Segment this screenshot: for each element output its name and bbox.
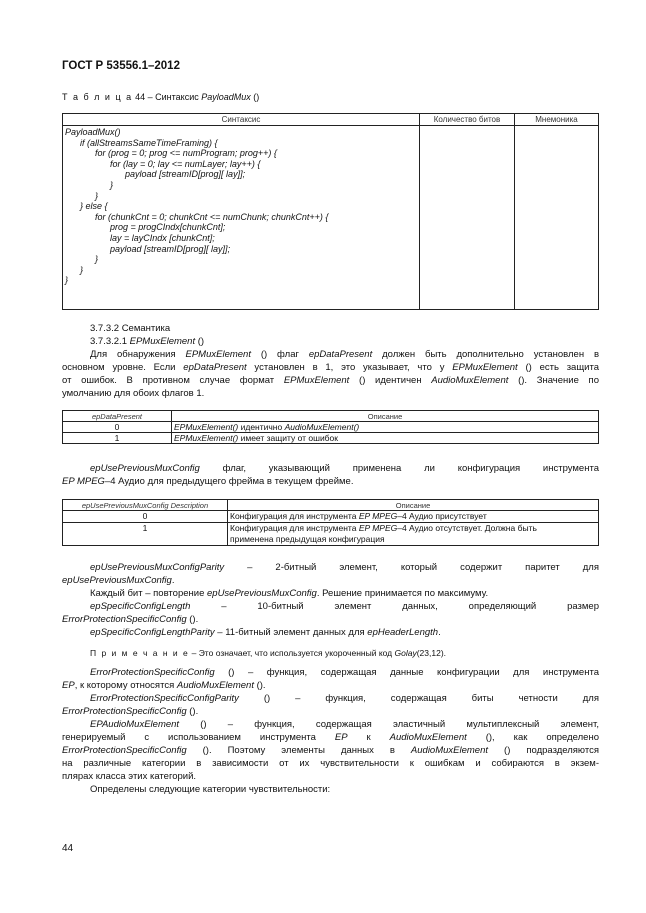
table-row: 0 Конфигурация для инструмента EP MPEG–4 Аудио присутствует xyxy=(63,511,599,523)
bits-cell xyxy=(420,126,515,310)
para1-line3: от ошибок. В противном случае формат EPMuxElement () идентичен AudioMuxElement (). Значение по xyxy=(62,375,599,386)
code-line: for (prog = 0; prog <= numProgram; prog++) { xyxy=(65,148,277,159)
para3-line5: ErrorProtectionSpecificConfig (). xyxy=(62,614,199,625)
para4-line9: плярах класса этих категорий. xyxy=(62,771,197,782)
code-line: } xyxy=(65,254,99,265)
col-ep-data-present: epDataPresent xyxy=(63,411,172,422)
table-ep-data-present xyxy=(62,410,599,444)
table44-syntax xyxy=(62,113,599,310)
code-line: } xyxy=(65,190,99,201)
col-bits: Количество битов xyxy=(420,114,515,126)
code-line: for (chunkCnt = 0; chunkCnt <= numChunk; chunkCnt++) { xyxy=(65,211,329,222)
para3-line1: epUsePreviousMuxConfigParity – 2-битный элемент, который содержит паритет для xyxy=(90,562,599,573)
code-line: PayloadMux() xyxy=(65,127,121,137)
document-header: ГОСТ Р 53556.1–2012 xyxy=(62,60,180,72)
para4-line8: на различные категории в зависимости от их чувствительности к ошибкам и собираются в экзем- xyxy=(62,758,599,769)
para4-line6: генерируемый с использованием инструмента EP к AudioMuxElement (), как определено xyxy=(62,732,599,743)
section-3732: 3.7.3.2 Семантика xyxy=(90,323,171,334)
code-line: if (allStreamsSameTimeFraming) { xyxy=(65,137,218,148)
code-line: } xyxy=(65,275,69,286)
para1-line2: основном уровне. Если epDataPresent установлен в 1, это указывает, что у EPMuxElement () есть защита xyxy=(62,362,599,373)
para1-line1: Для обнаружения EPMuxElement () флаг epDataPresent должен быть дополнительно установлен в xyxy=(90,349,599,360)
code-line: } xyxy=(65,264,84,275)
note: П р и м е ч а н и е – Это означает, что используется укороченный код Golay(23,12). xyxy=(90,648,447,658)
para2-line1: epUsePreviousMuxConfig флаг, указывающий применена ли конфигурация инструмента xyxy=(90,463,599,474)
col-syntax: Синтаксис xyxy=(63,114,420,126)
syntax-code xyxy=(63,126,420,310)
para3-line3: Каждый бит – повторение epUsePreviousMuxConfig. Решение принимается по максимуму. xyxy=(90,588,489,599)
para1-line4: умолчанию для обоих флагов 1. xyxy=(62,388,205,399)
table-row: 1 Конфигурация для инструмента EP MPEG–4 Аудио отсутствует. Должна быть применена предыдущая конфигурация xyxy=(63,523,599,546)
para4-line3: ErrorProtectionSpecificConfigParity () – функция, содержащая биты четности для xyxy=(90,693,599,704)
para4-line5: EPAudioMuxElement () – функция, содержащая эластичный мультиплексный элемент, xyxy=(90,719,599,730)
para4-line1: ErrorProtectionSpecificConfig () – функция, содержащая данные конфигурации для инструмента xyxy=(90,667,599,678)
table-row: 1 EPMuxElement() имеет защиту от ошибок xyxy=(63,433,599,444)
mnemonic-cell xyxy=(515,126,599,310)
code-line: prog = progCIndx[chunkCnt]; xyxy=(65,222,226,233)
para3-line6: epSpecificConfigLengthParity – 11-битный элемент данных для epHeaderLength. xyxy=(90,627,441,638)
code-line: for (lay = 0; lay <= numLayer; lay++) { xyxy=(65,158,261,169)
para3-line4: epSpecificConfigLength – 10-битный элемент данных, определяющий размер xyxy=(90,601,599,612)
page-number: 44 xyxy=(62,843,74,854)
col-description: Описание xyxy=(228,500,599,511)
code-line: } xyxy=(65,179,114,190)
table44-caption: Т а б л и ц а 44 – Синтаксис PayloadMux () xyxy=(62,92,260,102)
para2-line2: EP MPEG–4 Аудио для предыдущего фрейма в текущем фрейме. xyxy=(62,476,354,487)
col-mnemonic: Мнемоника xyxy=(515,114,599,126)
table-row: 0 EPMuxElement() идентично AudioMuxElement() xyxy=(63,422,599,433)
para4-line10: Определены следующие категории чувствительности: xyxy=(90,784,331,795)
code-line: payload [streamID[prog][ lay]]; xyxy=(65,169,246,180)
code-line: lay = layCIndx [chunkCnt]; xyxy=(65,232,215,243)
col-description: Описание xyxy=(172,411,599,422)
para4-line7: ErrorProtectionSpecificConfig (). Поэтому элементы данных в AudioMuxElement () подразделяются xyxy=(62,745,599,756)
para3-line2: epUsePreviousMuxConfig. xyxy=(62,575,175,586)
section-37321: 3.7.3.2.1 EPMuxElement () xyxy=(90,336,205,347)
code-line: } else { xyxy=(65,201,108,212)
para4-line2: EP, к которому относятся AudioMuxElement (). xyxy=(62,680,266,691)
col-upc-description: epUsePreviousMuxConfig Description xyxy=(63,500,228,511)
para4-line4: ErrorProtectionSpecificConfig (). xyxy=(62,706,199,717)
code-line: payload [streamID[prog][ lay]]; xyxy=(65,243,231,254)
table-use-previous-mux-config xyxy=(62,499,599,546)
